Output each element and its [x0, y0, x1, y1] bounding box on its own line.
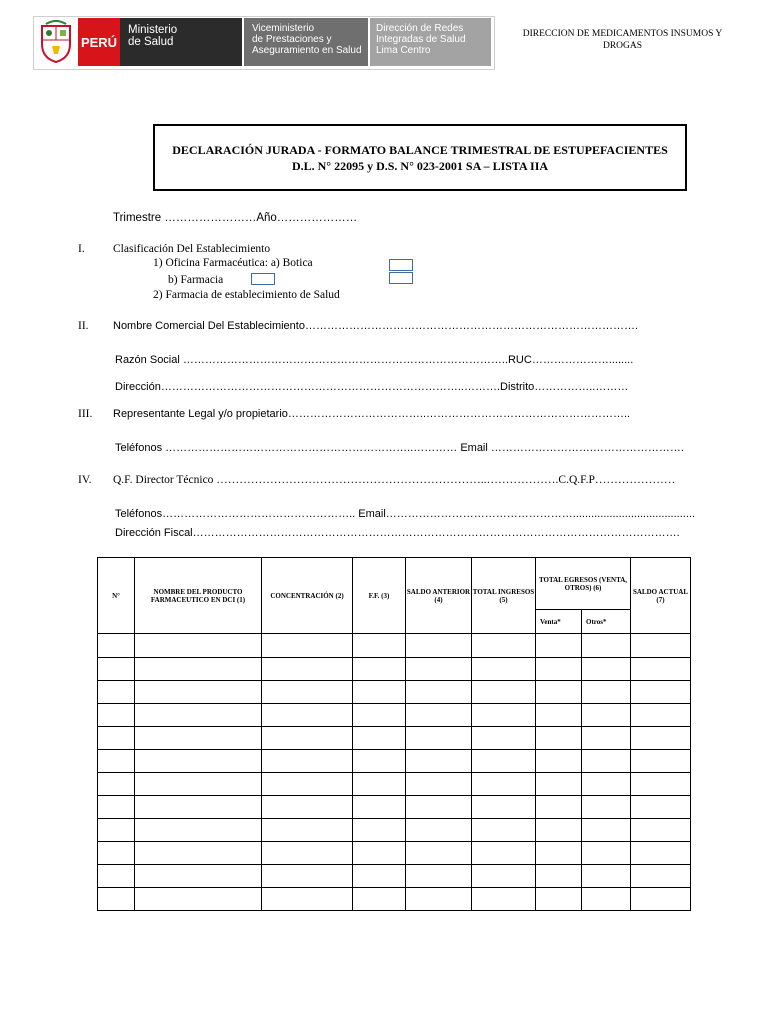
table-row: [98, 865, 691, 888]
table-cell[interactable]: [631, 888, 691, 911]
table-row: [98, 658, 691, 681]
table-cell[interactable]: [631, 681, 691, 704]
col-header-saldo-anterior: SALDO ANTERIOR (4): [406, 558, 472, 634]
table-cell[interactable]: [135, 773, 262, 796]
table-row: [98, 773, 691, 796]
table-cell[interactable]: [631, 634, 691, 658]
table-cell[interactable]: [262, 704, 353, 727]
table-cell[interactable]: [472, 750, 536, 773]
col-header-saldo-actual: SALDO ACTUAL (7): [631, 558, 691, 634]
section-4-number: IV.: [78, 474, 92, 486]
table-row: [98, 727, 691, 750]
table-row: [98, 796, 691, 819]
document-title: DECLARACIÓN JURADA - FORMATO BALANCE TRIMESTRAL DE ESTUPEFACIENTES: [172, 143, 668, 157]
table-cell[interactable]: [582, 681, 631, 704]
table-cell[interactable]: [406, 681, 472, 704]
table-row: [98, 842, 691, 865]
table-cell[interactable]: [582, 796, 631, 819]
qf-director-field[interactable]: Q.F. Director Técnico ……………………………………………………………..……………….C.Q.F.P…………………: [113, 474, 676, 486]
table-cell[interactable]: [98, 750, 135, 773]
table-cell[interactable]: [353, 750, 406, 773]
table-cell[interactable]: [353, 842, 406, 865]
table-cell[interactable]: [353, 796, 406, 819]
table-cell[interactable]: [262, 681, 353, 704]
table-cell[interactable]: [353, 773, 406, 796]
table-cell[interactable]: [406, 888, 472, 911]
table-cell[interactable]: [631, 658, 691, 681]
table-body: [98, 634, 691, 911]
col-header-n: N°: [98, 558, 135, 634]
table-cell[interactable]: [582, 819, 631, 842]
section-3-number: III.: [78, 408, 93, 420]
col-header-ff: F.F. (3): [353, 558, 406, 634]
table-cell[interactable]: [472, 634, 536, 658]
trimestre-field[interactable]: Trimestre ……………………Año…………………: [113, 212, 358, 224]
table-cell[interactable]: [582, 842, 631, 865]
section-1-label: Clasificación Del Establecimiento: [113, 243, 271, 255]
table-cell[interactable]: [582, 865, 631, 888]
table-cell[interactable]: [631, 773, 691, 796]
table-cell[interactable]: [135, 865, 262, 888]
dir-line3: Lima Centro: [376, 45, 431, 56]
telefonos-email-field-1[interactable]: Teléfonos …………………………………………………………..………… Email ……………………….…………………….: [115, 442, 684, 454]
table-cell[interactable]: [536, 796, 582, 819]
table-cell[interactable]: [262, 842, 353, 865]
dir-line2: Integradas de Salud: [376, 34, 466, 45]
table-cell[interactable]: [262, 865, 353, 888]
viceministry-label: [244, 18, 368, 66]
table-cell[interactable]: [536, 865, 582, 888]
table-cell[interactable]: [98, 727, 135, 750]
table-cell[interactable]: [406, 819, 472, 842]
col-header-total-egresos: TOTAL EGRESOS (VENTA, OTROS) (6): [536, 558, 631, 610]
subheader-venta: Venta*: [536, 610, 582, 634]
table-cell[interactable]: [406, 773, 472, 796]
table-cell[interactable]: [472, 681, 536, 704]
table-cell[interactable]: [262, 773, 353, 796]
table-cell[interactable]: [582, 773, 631, 796]
table-cell[interactable]: [582, 750, 631, 773]
table-cell[interactable]: [135, 819, 262, 842]
table-cell[interactable]: [582, 888, 631, 911]
table-cell[interactable]: [406, 842, 472, 865]
vice-line3: Aseguramiento en Salud: [252, 45, 362, 56]
col-header-concentracion: CONCENTRACIÓN (2): [262, 558, 353, 634]
table-cell[interactable]: [262, 819, 353, 842]
subheader-otros: Otros*: [582, 610, 631, 634]
table-cell[interactable]: [353, 727, 406, 750]
table-cell[interactable]: [98, 658, 135, 681]
table-cell[interactable]: [536, 888, 582, 911]
table-cell[interactable]: [472, 658, 536, 681]
table-cell[interactable]: [262, 634, 353, 658]
table-cell[interactable]: [406, 865, 472, 888]
table-cell[interactable]: [472, 773, 536, 796]
section-2-number: II.: [78, 320, 89, 332]
table-cell[interactable]: [536, 750, 582, 773]
peru-coat-of-arms-icon: [38, 20, 74, 64]
table-cell[interactable]: [98, 842, 135, 865]
farmacia-establecimiento-label: 2) Farmacia de establecimiento de Salud: [153, 289, 340, 301]
header-office-title: [510, 28, 735, 52]
table-cell[interactable]: [262, 658, 353, 681]
ministry-line2: de Salud: [128, 36, 174, 48]
table-cell[interactable]: [536, 658, 582, 681]
table-row: [98, 888, 691, 911]
table-cell[interactable]: [98, 704, 135, 727]
table-cell[interactable]: [631, 796, 691, 819]
table-cell[interactable]: [536, 704, 582, 727]
table-cell[interactable]: [353, 681, 406, 704]
table-cell[interactable]: [135, 681, 262, 704]
table-cell[interactable]: [262, 888, 353, 911]
ministry-label: [120, 18, 242, 66]
table-cell[interactable]: [98, 681, 135, 704]
table-cell[interactable]: [406, 658, 472, 681]
direccion-field[interactable]: Dirección………………………………………………………………………..……….Distrito……………..………: [115, 381, 629, 393]
telefonos-email-field-2[interactable]: Teléfonos…………………………………………….. Email……………………………………………........................................: [115, 508, 696, 520]
ministry-line1: Ministerio: [128, 24, 178, 36]
table-cell[interactable]: [98, 773, 135, 796]
table-cell[interactable]: [406, 727, 472, 750]
oficina-farmaceutica-label: 1) Oficina Farmacéutica: a) Botica: [153, 257, 313, 269]
dir-line1: Dirección de Redes: [376, 23, 464, 34]
table-row: [98, 819, 691, 842]
table-cell[interactable]: [353, 634, 406, 658]
table-cell[interactable]: [536, 727, 582, 750]
table-cell[interactable]: [536, 819, 582, 842]
balance-table: [97, 557, 691, 911]
table-cell[interactable]: [536, 773, 582, 796]
table-cell[interactable]: [582, 634, 631, 658]
table-cell[interactable]: [98, 796, 135, 819]
table-cell[interactable]: [472, 796, 536, 819]
table-row: [98, 704, 691, 727]
vice-line2: de Prestaciones y: [252, 34, 332, 45]
table-cell[interactable]: [472, 727, 536, 750]
farmacia-checkbox-left[interactable]: [251, 273, 275, 285]
table-row: [98, 634, 691, 658]
table-cell[interactable]: [406, 750, 472, 773]
nombre-comercial-field[interactable]: Nombre Comercial Del Establecimiento……………………………………………………………………………….: [113, 320, 639, 332]
farmacia-checkbox-right[interactable]: [389, 272, 413, 284]
table-cell[interactable]: [98, 819, 135, 842]
table-cell[interactable]: [631, 865, 691, 888]
table-cell[interactable]: [631, 750, 691, 773]
table-cell[interactable]: [353, 704, 406, 727]
table-cell[interactable]: [135, 658, 262, 681]
table-cell[interactable]: [406, 634, 472, 658]
direccion-fiscal-field[interactable]: Dirección Fiscal…………………………………………………………………………………………………………………….: [115, 527, 680, 539]
table-cell[interactable]: [353, 888, 406, 911]
table-cell[interactable]: [353, 819, 406, 842]
table-cell[interactable]: [135, 888, 262, 911]
table-cell[interactable]: [135, 727, 262, 750]
table-cell[interactable]: [353, 865, 406, 888]
table-cell[interactable]: [472, 704, 536, 727]
representante-legal-field[interactable]: Representante Legal y/o propietario………………………………..………………………………………………..: [113, 408, 631, 420]
vice-line1: Viceministerio: [252, 23, 315, 34]
table-cell[interactable]: [631, 704, 691, 727]
header-office-line2: DROGAS: [602, 41, 643, 51]
table-row: [98, 750, 691, 773]
table-cell[interactable]: [98, 634, 135, 658]
table-cell[interactable]: [406, 796, 472, 819]
table-cell[interactable]: [582, 658, 631, 681]
table-cell[interactable]: [536, 634, 582, 658]
table-cell[interactable]: [135, 634, 262, 658]
table-row: [98, 681, 691, 704]
col-header-nombre: NOMBRE DEL PRODUCTO FARMACEUTICO EN DCI (1): [135, 558, 262, 634]
section-1-number: I.: [78, 243, 85, 255]
table-cell[interactable]: [135, 842, 262, 865]
table-cell[interactable]: [262, 727, 353, 750]
table-cell[interactable]: [262, 796, 353, 819]
table-cell[interactable]: [135, 750, 262, 773]
table-cell[interactable]: [582, 727, 631, 750]
table-cell[interactable]: [98, 865, 135, 888]
botica-checkbox[interactable]: [389, 259, 413, 271]
table-cell[interactable]: [472, 842, 536, 865]
table-cell[interactable]: [406, 704, 472, 727]
header-office-line1: DIRECCION DE MEDICAMENTOS INSUMOS Y: [522, 29, 723, 39]
table-cell[interactable]: [472, 888, 536, 911]
col-header-total-ingresos: TOTAL INGRESOS (5): [472, 558, 536, 634]
farmacia-label: b) Farmacia: [168, 274, 224, 286]
table-cell[interactable]: [98, 888, 135, 911]
table-cell[interactable]: [631, 727, 691, 750]
peru-label: PERÚ: [78, 18, 120, 66]
razon-social-field[interactable]: Razón Social ……………………………………………………………………………..RUC…………………........: [115, 354, 634, 366]
table-cell[interactable]: [472, 819, 536, 842]
document-subtitle: D.L. N° 22095 y D.S. N° 023-2001 SA – LISTA IIA: [291, 159, 549, 173]
table-cell[interactable]: [472, 865, 536, 888]
table-cell[interactable]: [353, 658, 406, 681]
table-cell[interactable]: [536, 681, 582, 704]
table-cell[interactable]: [631, 842, 691, 865]
table-cell[interactable]: [135, 796, 262, 819]
table-cell[interactable]: [262, 750, 353, 773]
table-cell[interactable]: [536, 842, 582, 865]
table-cell[interactable]: [631, 819, 691, 842]
table-cell[interactable]: [135, 704, 262, 727]
direction-label: [370, 18, 491, 66]
table-cell[interactable]: [582, 704, 631, 727]
